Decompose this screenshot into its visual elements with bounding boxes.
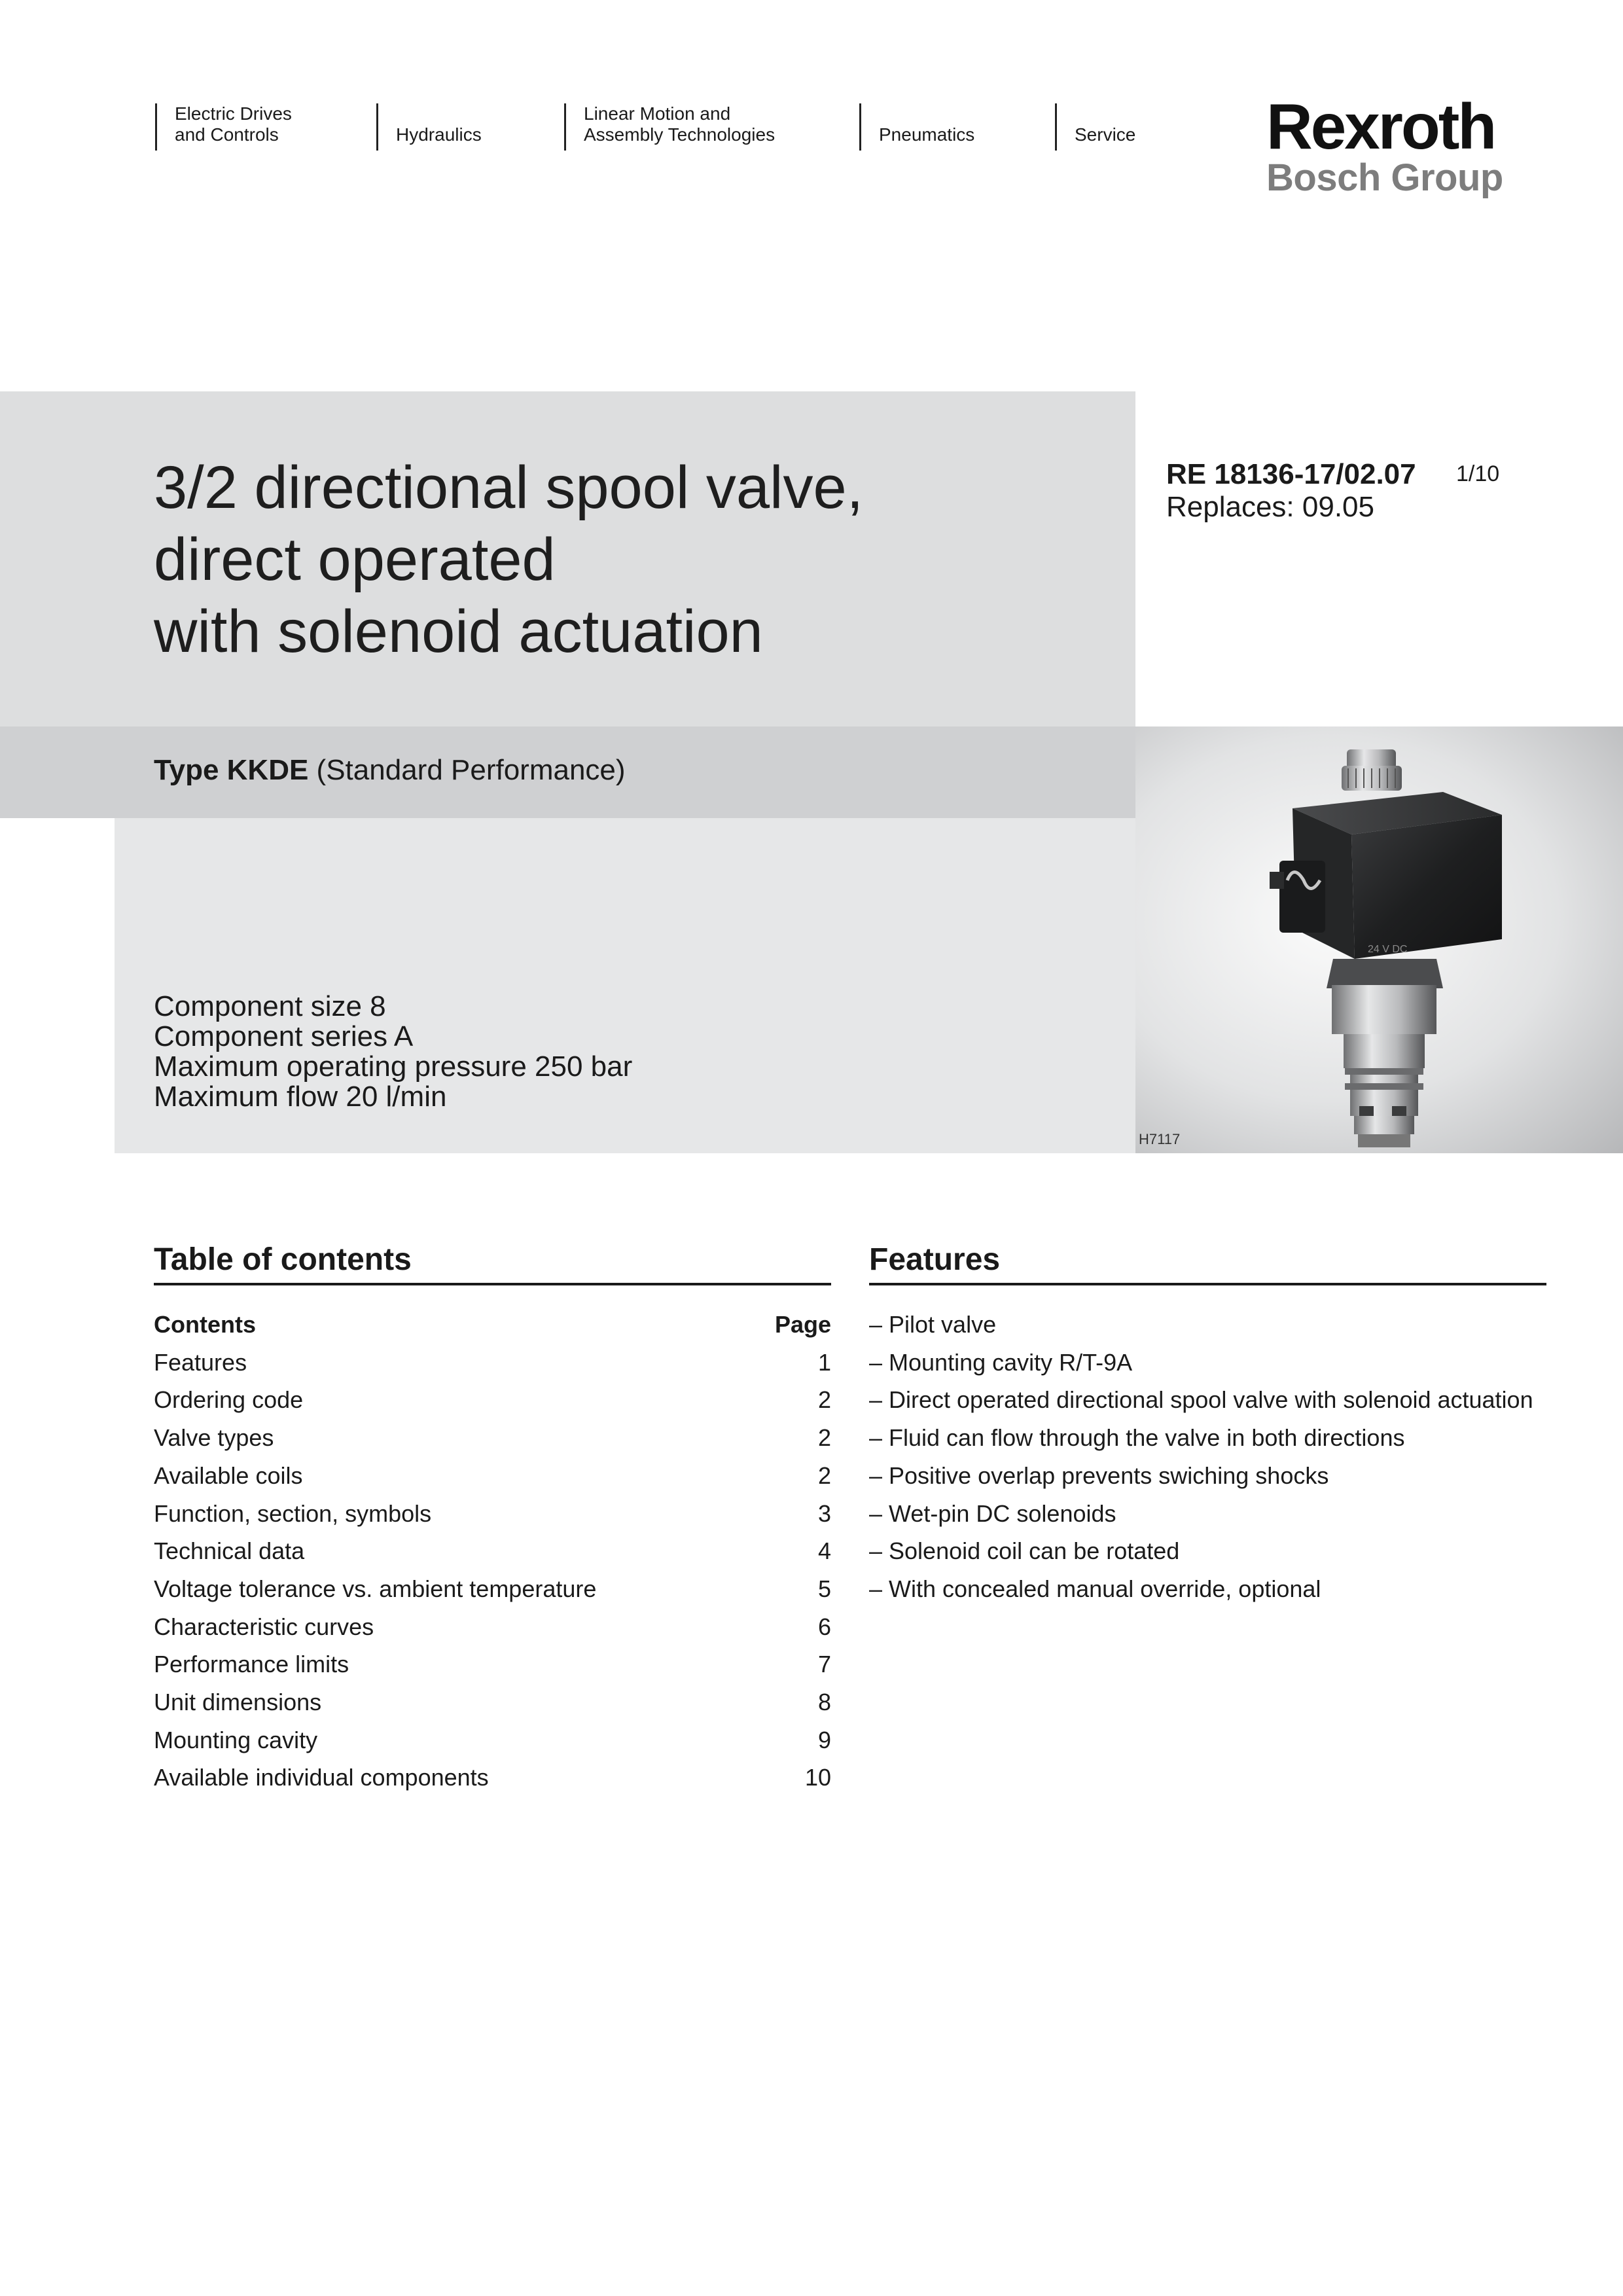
toc-row-label: Technical data	[154, 1537, 305, 1565]
toc-row[interactable]	[154, 1419, 831, 1457]
type-code: Type KKDE	[154, 754, 309, 786]
spec-item: Component size 8	[154, 990, 386, 1022]
toc-row-label: Unit dimensions	[154, 1689, 322, 1716]
toc-row-label: Valve types	[154, 1424, 274, 1452]
nav-service[interactable]	[1055, 103, 1135, 151]
re-number: RE 18136-17/02.07	[1166, 458, 1416, 490]
brand-name: Rexroth	[1266, 90, 1495, 162]
toc-row-page: 8	[817, 1689, 831, 1716]
feature-item: – Wet-pin DC solenoids	[869, 1499, 1116, 1527]
toc-row-page: 2	[817, 1462, 831, 1489]
toc-row-page: 6	[817, 1613, 831, 1640]
toc-row-page: 7	[817, 1651, 831, 1678]
nav-label: Hydraulics	[396, 124, 482, 145]
toc-table	[154, 1306, 831, 1797]
toc-divider	[154, 1283, 831, 1285]
toc-row-label: Function, section, symbols	[154, 1499, 432, 1527]
nav-hydraulics[interactable]	[376, 103, 482, 151]
title-line: direct operated	[154, 526, 556, 593]
spec-item: Maximum flow 20 l/min	[154, 1081, 447, 1113]
toc-row-label: Features	[154, 1348, 247, 1376]
toc-row-page: 3	[817, 1499, 831, 1527]
nav-label-line2: and Controls	[175, 124, 279, 145]
toc-row[interactable]	[154, 1683, 831, 1721]
toc-row-page: 5	[817, 1575, 831, 1602]
feature-item: – Mounting cavity R/T-9A	[869, 1348, 1133, 1376]
nav-label: Pneumatics	[879, 124, 975, 145]
coil-label: 24 V DC	[1368, 944, 1408, 955]
features-list	[869, 1306, 1543, 1608]
spec-item: Maximum operating pressure 250 bar	[154, 1050, 633, 1083]
title-line: 3/2 directional spool valve,	[154, 454, 864, 521]
toc-col-contents: Contents	[154, 1311, 256, 1338]
page-title	[154, 452, 863, 668]
toc-row[interactable]	[154, 1381, 831, 1419]
product-photo	[1135, 726, 1623, 1153]
spec-item: Component series A	[154, 1020, 414, 1052]
toc-row-label: Mounting cavity	[154, 1726, 318, 1753]
feature-item: – With concealed manual override, optional	[869, 1575, 1321, 1602]
toc-row-label: Voltage tolerance vs. ambient temperature	[154, 1575, 597, 1602]
nav-label-line2: Assembly Technologies	[584, 124, 776, 145]
replaces-text: Replaces: 09.05	[1166, 491, 1374, 523]
features-heading: Features	[869, 1242, 1001, 1277]
toc-row-page: 9	[817, 1726, 831, 1753]
toc-row[interactable]	[154, 1645, 831, 1683]
toc-row[interactable]	[154, 1721, 831, 1759]
toc-header-row	[154, 1306, 831, 1344]
feature-item: – Fluid can flow through the valve in both directions	[869, 1424, 1405, 1452]
nav-label-line1: Electric Drives	[175, 103, 292, 124]
nav-electric-drives[interactable]	[155, 103, 292, 151]
toc-row[interactable]	[154, 1495, 831, 1533]
toc-row-page: 2	[817, 1424, 831, 1452]
valve-illustration	[1135, 726, 1623, 1153]
type-designation	[154, 754, 626, 787]
toc-col-page: Page	[774, 1311, 831, 1338]
toc-row-page: 10	[804, 1764, 831, 1791]
type-performance: (Standard Performance)	[308, 754, 626, 786]
toc-row[interactable]	[154, 1608, 831, 1646]
nav-label: Service	[1075, 124, 1136, 145]
toc-row-label: Performance limits	[154, 1651, 349, 1678]
toc-row[interactable]	[154, 1532, 831, 1570]
toc-row-page: 4	[817, 1537, 831, 1565]
toc-row-label: Ordering code	[154, 1386, 304, 1414]
document-reference	[1166, 458, 1416, 524]
feature-item: – Direct operated directional spool valve with solenoid actuation	[869, 1386, 1533, 1414]
feature-item: – Pilot valve	[869, 1311, 997, 1338]
brand-logo	[1266, 90, 1508, 199]
nav-label-line1: Linear Motion and	[584, 103, 731, 124]
title-line: with solenoid actuation	[154, 598, 763, 665]
toc-heading: Table of contents	[154, 1242, 412, 1277]
toc-row[interactable]	[154, 1759, 831, 1797]
toc-row-label: Available individual components	[154, 1764, 489, 1791]
toc-row[interactable]	[154, 1457, 831, 1495]
toc-row-page: 1	[817, 1348, 831, 1376]
specs-list	[154, 992, 632, 1112]
brand-group: Bosch Group	[1266, 156, 1503, 199]
toc-row[interactable]	[154, 1344, 831, 1382]
page-number: 1/10	[1456, 461, 1500, 486]
photo-id: H7117	[1139, 1131, 1181, 1147]
features-divider	[869, 1283, 1546, 1285]
toc-row-label: Available coils	[154, 1462, 303, 1489]
toc-row-page: 2	[817, 1386, 831, 1414]
feature-item: – Solenoid coil can be rotated	[869, 1537, 1180, 1565]
toc-row-label: Characteristic curves	[154, 1613, 374, 1640]
nav-pneumatics[interactable]	[859, 103, 974, 151]
nav-linear-motion[interactable]	[564, 103, 775, 151]
feature-item: – Positive overlap prevents swiching shocks	[869, 1462, 1329, 1489]
toc-row[interactable]	[154, 1570, 831, 1608]
